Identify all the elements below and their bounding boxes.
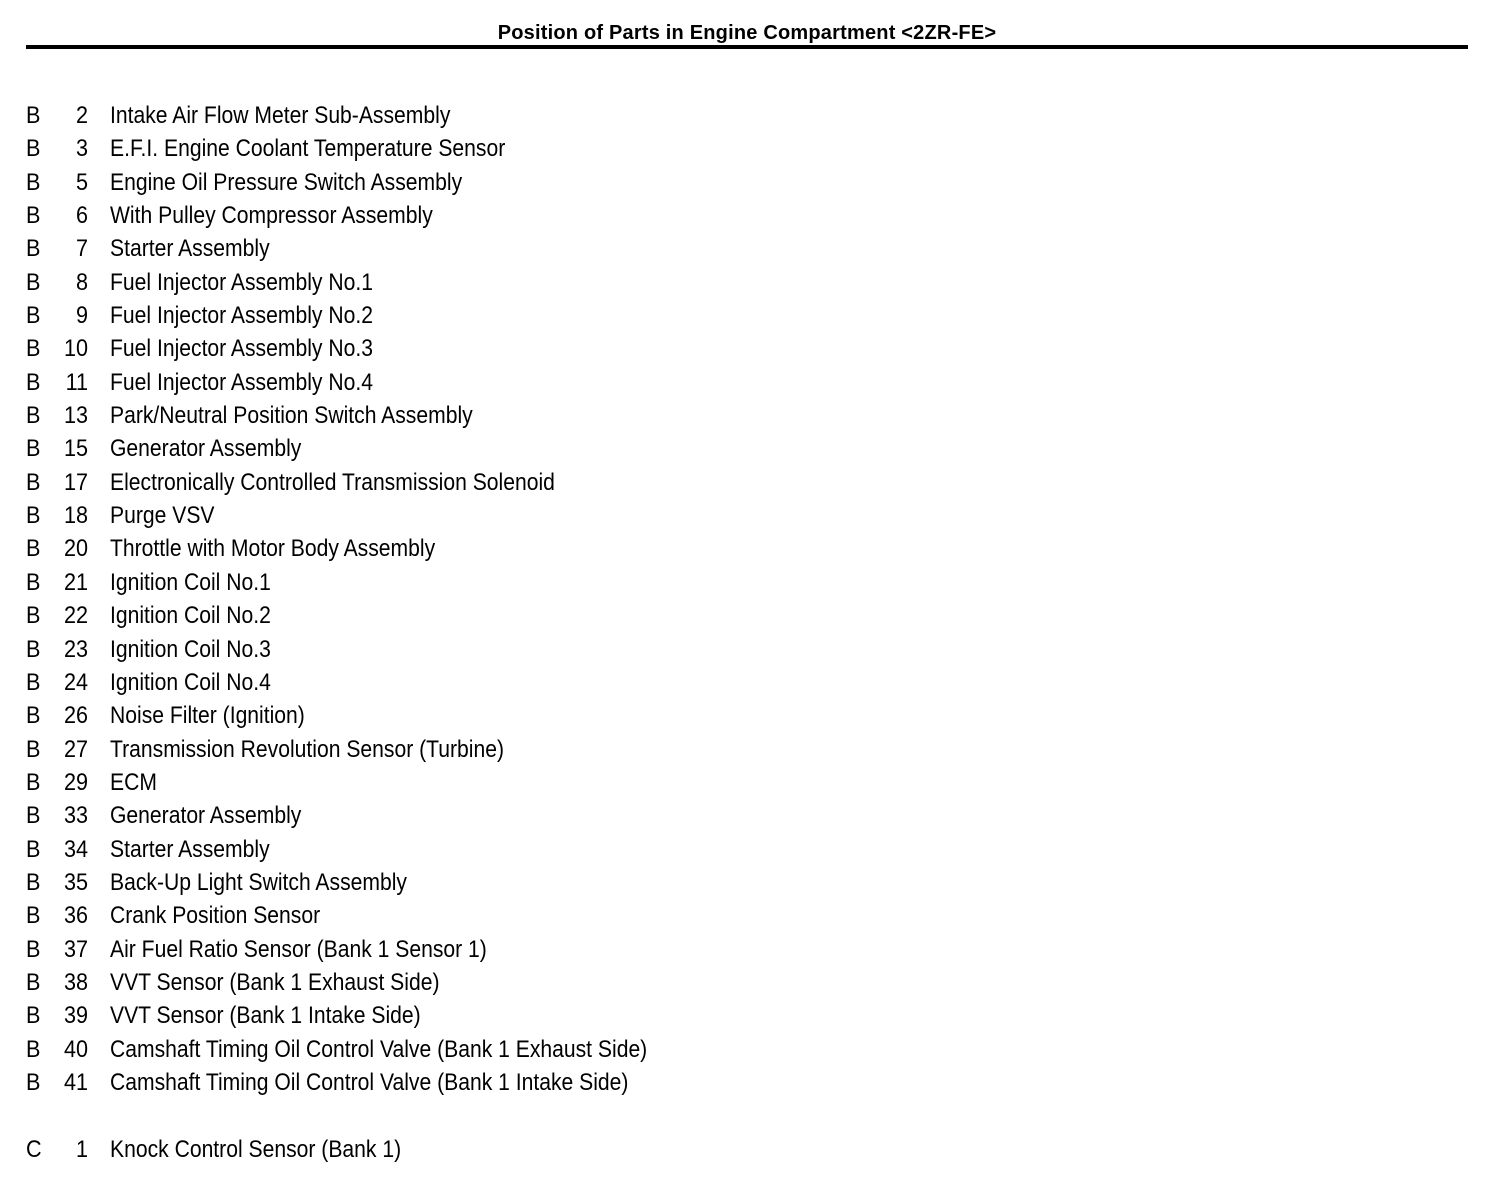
part-name: Park/Neutral Position Switch Assembly: [110, 402, 473, 430]
part-connector-number: 37: [63, 935, 88, 963]
part-row: [0, 766, 1504, 799]
page-title: Position of Parts in Engine Compartment <2ZR-FE>: [497, 22, 997, 44]
part-connector-letter: B: [26, 635, 41, 663]
part-row: [0, 899, 1504, 932]
part-row: [0, 566, 1504, 599]
part-connector-letter: B: [26, 802, 41, 830]
part-name: Back-Up Light Switch Assembly: [110, 868, 407, 896]
part-row: [0, 99, 1504, 132]
part-connector-number: 34: [63, 835, 88, 863]
part-row: [0, 499, 1504, 532]
part-connector-number: 38: [63, 968, 88, 996]
part-name: Crank Position Sensor: [110, 902, 321, 930]
part-connector-letter: B: [26, 235, 41, 263]
part-connector-letter: B: [26, 335, 41, 363]
part-row: [0, 232, 1504, 265]
part-row: [0, 933, 1504, 966]
part-connector-number: 10: [63, 335, 88, 363]
part-row: [0, 633, 1504, 666]
part-name: Camshaft Timing Oil Control Valve (Bank 1 Intake Side): [110, 1068, 629, 1096]
part-connector-number: 13: [63, 402, 88, 430]
part-row: [0, 999, 1504, 1032]
part-connector-letter: B: [26, 1002, 41, 1030]
part-row: [0, 399, 1504, 432]
part-connector-number: 33: [63, 802, 88, 830]
part-name: Fuel Injector Assembly No.3: [110, 335, 373, 363]
part-name: Knock Control Sensor (Bank 1): [110, 1135, 402, 1163]
part-connector-number: 5: [75, 168, 88, 196]
part-connector-number: 35: [63, 868, 88, 896]
part-row: [0, 599, 1504, 632]
part-row: [0, 532, 1504, 565]
part-row: [0, 166, 1504, 199]
part-name: Generator Assembly: [110, 802, 302, 830]
part-name: With Pulley Compressor Assembly: [110, 202, 433, 230]
part-connector-letter: B: [26, 602, 41, 630]
part-name: Starter Assembly: [110, 835, 270, 863]
part-name: Intake Air Flow Meter Sub-Assembly: [110, 102, 451, 129]
part-connector-letter: B: [26, 402, 41, 430]
part-connector-letter: B: [26, 368, 41, 396]
part-connector-number: 8: [75, 268, 88, 296]
part-name: Engine Oil Pressure Switch Assembly: [110, 168, 463, 196]
part-name: ECM: [110, 768, 157, 796]
part-name: Purge VSV: [110, 502, 215, 530]
part-name: Ignition Coil No.1: [110, 568, 271, 596]
part-name: Fuel Injector Assembly No.2: [110, 302, 373, 330]
part-connector-letter: B: [26, 902, 41, 930]
part-row: [0, 466, 1504, 499]
part-name: Starter Assembly: [110, 235, 270, 263]
part-connector-letter: B: [26, 1068, 41, 1096]
part-connector-letter: B: [26, 935, 41, 963]
part-connector-letter: B: [26, 568, 41, 596]
title-divider: [26, 45, 1468, 49]
part-name: Fuel Injector Assembly No.4: [110, 368, 373, 396]
part-row: [0, 332, 1504, 365]
part-connector-number: 24: [63, 668, 88, 696]
part-connector-number: 7: [75, 235, 88, 263]
part-name: Throttle with Motor Body Assembly: [110, 535, 436, 563]
part-connector-letter: B: [26, 102, 41, 129]
part-row: [0, 299, 1504, 332]
part-row: [0, 366, 1504, 399]
part-name: Generator Assembly: [110, 435, 302, 463]
part-connector-letter: B: [26, 202, 41, 230]
part-connector-letter: C: [26, 1135, 42, 1163]
part-connector-letter: B: [26, 702, 41, 730]
part-connector-letter: B: [26, 502, 41, 530]
part-row: [0, 866, 1504, 899]
part-connector-letter: B: [26, 835, 41, 863]
part-row: [0, 132, 1504, 165]
part-row: [0, 699, 1504, 732]
part-connector-number: 36: [63, 902, 88, 930]
part-connector-number: 6: [75, 202, 88, 230]
part-connector-letter: B: [26, 768, 41, 796]
part-name: Noise Filter (Ignition): [110, 702, 305, 730]
part-connector-letter: B: [26, 302, 41, 330]
part-connector-number: 23: [63, 635, 88, 663]
part-connector-letter: B: [26, 868, 41, 896]
part-row: [0, 199, 1504, 232]
part-connector-number: 17: [63, 468, 88, 496]
part-name: Air Fuel Ratio Sensor (Bank 1 Sensor 1): [110, 935, 487, 963]
part-connector-number: 3: [75, 135, 88, 163]
part-connector-number: 41: [63, 1068, 88, 1096]
part-connector-number: 2: [75, 102, 88, 129]
part-connector-number: 18: [63, 502, 88, 530]
part-connector-number: 20: [63, 535, 88, 563]
part-connector-letter: B: [26, 135, 41, 163]
part-name: Ignition Coil No.3: [110, 635, 271, 663]
part-name: Camshaft Timing Oil Control Valve (Bank 1 Exhaust Side): [110, 1035, 648, 1063]
part-connector-number: 40: [63, 1035, 88, 1063]
part-connector-letter: B: [26, 435, 41, 463]
part-name: VVT Sensor (Bank 1 Exhaust Side): [110, 968, 440, 996]
part-name: E.F.I. Engine Coolant Temperature Sensor: [110, 135, 506, 163]
part-name: Ignition Coil No.2: [110, 602, 271, 630]
part-connector-number: 1: [75, 1135, 88, 1163]
part-connector-number: 22: [63, 602, 88, 630]
part-connector-number: 15: [63, 435, 88, 463]
part-connector-letter: B: [26, 968, 41, 996]
part-name: Ignition Coil No.4: [110, 668, 271, 696]
part-connector-letter: B: [26, 168, 41, 196]
part-connector-number: 27: [63, 735, 88, 763]
part-row: [0, 1033, 1504, 1066]
part-name: Electronically Controlled Transmission Solenoid: [110, 468, 555, 496]
part-row: [0, 1133, 1504, 1166]
part-row: [0, 666, 1504, 699]
part-connector-number: 9: [75, 302, 88, 330]
part-connector-number: 21: [63, 568, 88, 596]
part-row: [0, 733, 1504, 766]
part-name: Transmission Revolution Sensor (Turbine): [110, 735, 505, 763]
part-connector-number: 29: [63, 768, 88, 796]
part-name: Fuel Injector Assembly No.1: [110, 268, 373, 296]
part-connector-number: 11: [65, 368, 88, 396]
part-row: [0, 266, 1504, 299]
part-name: VVT Sensor (Bank 1 Intake Side): [110, 1002, 421, 1030]
part-row: [0, 432, 1504, 465]
parts-list: [0, 99, 1504, 1166]
part-connector-letter: B: [26, 735, 41, 763]
part-row: [0, 799, 1504, 832]
part-connector-number: 39: [63, 1002, 88, 1030]
part-connector-letter: B: [26, 535, 41, 563]
part-row: [0, 966, 1504, 999]
part-connector-letter: B: [26, 268, 41, 296]
part-row: [0, 1066, 1504, 1099]
part-connector-letter: B: [26, 468, 41, 496]
part-connector-letter: B: [26, 1035, 41, 1063]
part-row: [0, 833, 1504, 866]
part-connector-number: 26: [63, 702, 88, 730]
part-connector-letter: B: [26, 668, 41, 696]
